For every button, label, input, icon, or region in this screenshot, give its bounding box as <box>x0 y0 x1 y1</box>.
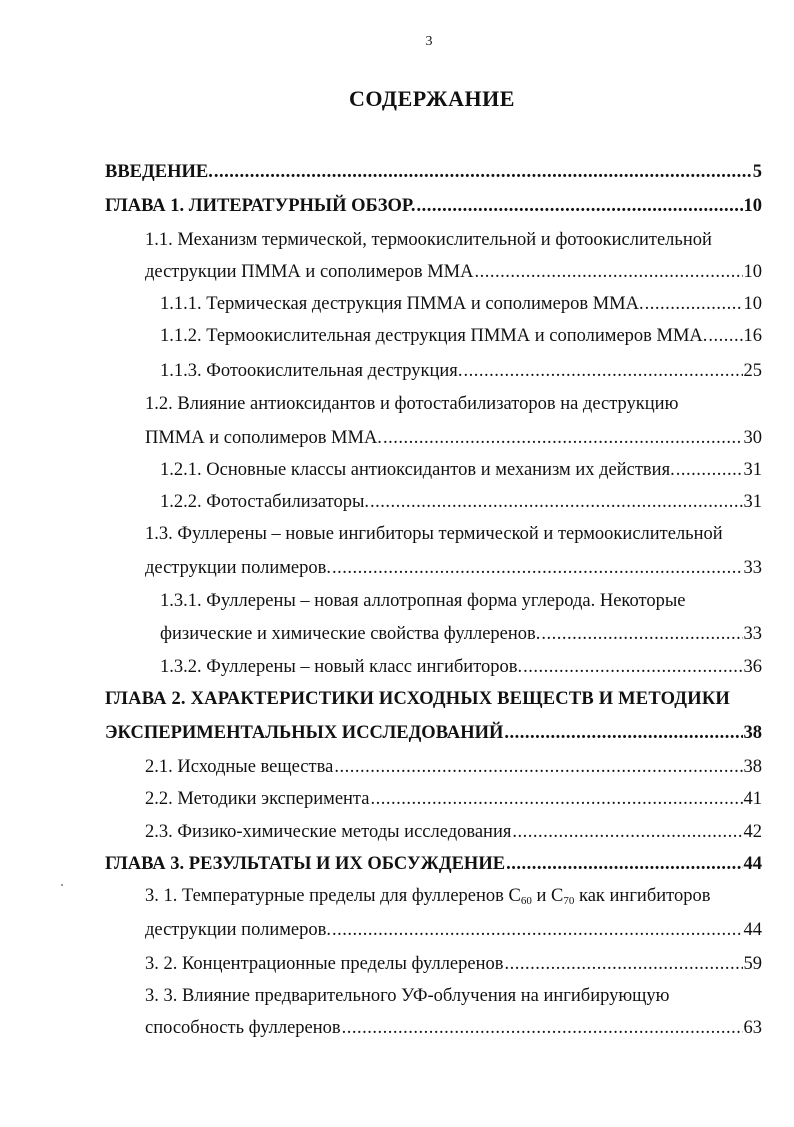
toc-entry-1-3[interactable]: деструкции полимеров. ..... 33 <box>145 556 762 580</box>
toc-page-number: 42 <box>743 822 762 842</box>
toc-page-number: 59 <box>743 954 762 974</box>
toc-entry-3-2[interactable]: 3. 2. Концентрационные пределы фуллеренов ..... 59 <box>145 952 762 976</box>
toc-page-number: 44 <box>743 920 762 940</box>
toc-entry-3-3[interactable]: способность фуллеренов ..... 63 <box>145 1016 762 1040</box>
toc-entry-2-1[interactable]: 2.1. Исходные вещества ..... 38 <box>145 755 762 779</box>
toc-page-number: 33 <box>743 558 762 578</box>
toc-page-number: 5 <box>752 162 762 182</box>
toc-entry-1-1-line1: 1.1. Механизм термической, термоокислительной и фотоокислительной <box>145 230 712 250</box>
toc-page-number: 25 <box>743 361 762 381</box>
page-number: 3 <box>425 34 433 49</box>
toc-entry-2-3[interactable]: 2.3. Физико-химические методы исследования ..... 42 <box>145 820 762 844</box>
toc-entry-chapter-3[interactable]: ГЛАВА 3. РЕЗУЛЬТАТЫ И ИХ ОБСУЖДЕНИЕ ..... 44 <box>105 852 762 876</box>
toc-page-number: 33 <box>743 624 762 644</box>
page-title: СОДЕРЖАНИЕ <box>349 86 515 111</box>
toc-entry-1-2[interactable]: ПММА и сополимеров ММА. ..... 30 <box>145 426 762 450</box>
toc-entry-1-3-2[interactable]: 1.3.2. Фуллерены – новый класс ингибиторов. ..... 36 <box>160 655 762 679</box>
toc-page-number: 30 <box>743 428 762 448</box>
toc-entry-1-1-2[interactable]: 1.1.2. Термоокислительная деструкция ПММА и сополимеров ММА. ..... 16 <box>160 324 762 348</box>
toc-entry-1-2-1[interactable]: 1.2.1. Основные классы антиоксидантов и механизм их действия. ..... 31 <box>160 458 762 482</box>
toc-entry-1-3-line1: 1.3. Фуллерены – новые ингибиторы термической и термоокислительной <box>145 524 723 544</box>
toc-page-number: 36 <box>743 657 762 677</box>
toc-entry-2-2[interactable]: 2.2. Методики эксперимента ..... 41 <box>145 787 762 811</box>
toc-entry-3-1-line1: 3. 1. Температурные пределы для фуллеренов $С_{60}$ и $С_{70}$ как ингибиторов <box>145 886 711 907</box>
toc-page-number: 31 <box>743 460 762 480</box>
toc-entry-chapter-2-line1: ГЛАВА 2. ХАРАКТЕРИСТИКИ ИСХОДНЫХ ВЕЩЕСТВ И МЕТОДИКИ <box>105 689 731 709</box>
toc-entry-3-1[interactable]: деструкции полимеров. ..... 44 <box>145 918 762 942</box>
toc-page-number: 38 <box>743 723 762 743</box>
toc-entry-1-2-2[interactable]: 1.2.2. Фотостабилизаторы. ..... 31 <box>160 490 762 514</box>
toc-page-number: 10 <box>743 196 762 216</box>
toc-page-number: 44 <box>743 854 762 874</box>
toc-entry-introduction[interactable]: ВВЕДЕНИЕ. ..... 5 <box>105 160 762 184</box>
toc-entry-1-2-line1: 1.2. Влияние антиоксидантов и фотостабилизаторов на деструкцию <box>145 394 679 414</box>
toc-entry-1-3-1[interactable]: физические и химические свойства фуллеренов. ..... 33 <box>160 622 762 646</box>
scan-speck <box>61 884 63 886</box>
toc-entry-1-1[interactable]: деструкции ПММА и сополимеров ММА ..... 10 <box>145 260 762 284</box>
toc-page-number: 10 <box>743 262 762 282</box>
toc-page-number: 38 <box>743 757 762 777</box>
toc-page-number: 63 <box>743 1018 762 1038</box>
toc-page-number: 31 <box>743 492 762 512</box>
toc-entry-chapter-1[interactable]: ГЛАВА 1. ЛИТЕРАТУРНЫЙ ОБЗОР. ..... 10 <box>105 194 762 218</box>
toc-entry-1-1-1[interactable]: 1.1.1. Термическая деструкция ПММА и сополимеров ММА. ..... 10 <box>160 292 762 316</box>
toc-entry-1-1-3[interactable]: 1.1.3. Фотоокислительная деструкция. ..... 25 <box>160 359 762 383</box>
toc-entry-3-3-line1: 3. 3. Влияние предварительного УФ-облучения на ингибирующую <box>145 986 670 1006</box>
toc-page-number: 10 <box>743 294 762 314</box>
toc-entry-chapter-2[interactable]: ЭКСПЕРИМЕНТАЛЬНЫХ ИССЛЕДОВАНИЙ ..... 38 <box>105 721 762 745</box>
toc-page-number: 16 <box>743 326 762 346</box>
toc-entry-1-3-1-line1: 1.3.1. Фуллерены – новая аллотропная форма углерода. Некоторые <box>160 591 686 611</box>
toc-page-number: 41 <box>743 789 762 809</box>
